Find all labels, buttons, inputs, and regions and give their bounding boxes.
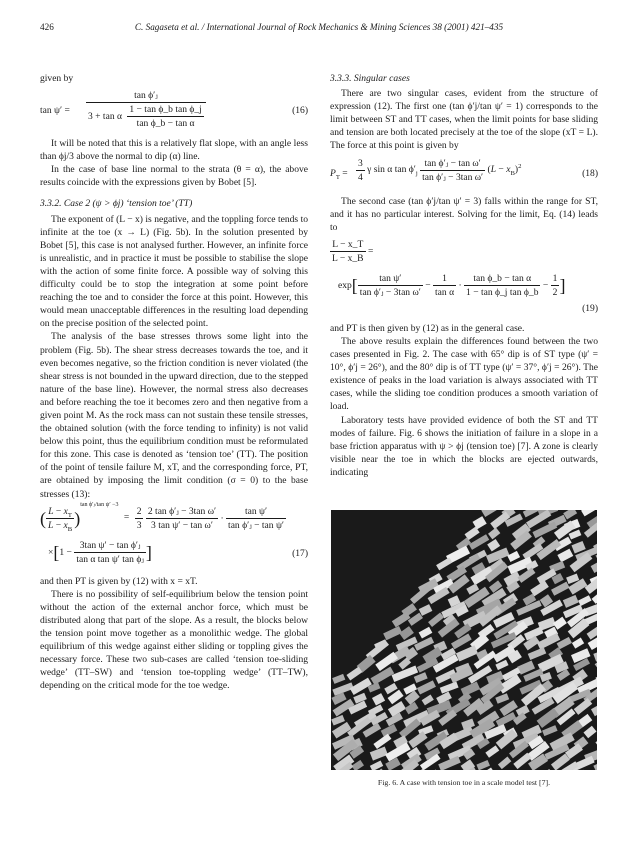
equation-number: (18)	[582, 167, 598, 179]
paragraph: The second case (tan ϕ′j/tan ψ′ = 3) falls within the range for ST, and it has no particular interest. Solving for the limit, Eq. (14) leads to	[330, 195, 598, 233]
figure-caption: Fig. 6. A case with tension toe in a scale model test [7].	[377, 778, 551, 787]
given-by-text: given by	[40, 73, 74, 84]
figure-6-photo	[331, 510, 597, 770]
equation-number: (19)	[582, 302, 598, 314]
journal-citation: C. Sagaseta et al. / International Journal of Rock Mechanics & Mining Sciences 38 (2001) 421–435	[134, 22, 504, 32]
left-column	[40, 72, 308, 692]
section-heading: 3.3.2. Case 2 (ψ > ϕj) ‘tension toe’ (TT)	[40, 198, 193, 210]
paragraph: The above results explain the differences found between the two cases presented in Fig. 2. The case with 65° dip is of ST type (ψ′ = 10°, ϕ′j = 26°), and the 80° dip is of TT type (ψ′ = 37°, ϕ′j = 26°). The existence of peaks in the load variation is always associated with TT cases, while the sliding toe condition produces a smooth variation of load.	[330, 335, 598, 413]
paragraph: There is no possibility of self-equilibrium below the tension point without the action of the external anchor force, which must be distributed along that part of the slope. As a result, the blocks below the tension point move together as a monolithic wedge. The global equilibrium of this wedge against either sliding or toppling gives the necessary force. These two sub-cases are called ‘tension toe-sliding wedge’ (TT–SW) and ‘tension toe-toppling wedge’ (TT–TW), depending on the critical mode for the toe wedge.	[40, 588, 308, 692]
equation-number: (16)	[292, 105, 308, 117]
running-header	[40, 22, 598, 38]
paragraph: Laboratory tests have provided evidence of both the ST and TT modes of failure. Fig. 6 shows the initiation of failure in a slope in a base friction apparatus with ψ > ϕj (tension toe) [7]. A zone is clearly visible near the toe in which the blocks are ejected outwards, indicating	[330, 414, 598, 478]
right-column	[330, 72, 598, 479]
paragraph: The analysis of the base stresses throws some light into the problem (Fig. 5b). The shear stress decreases towards the toe, and it even becomes negative, so the friction condition is never violated (the shear stress is not bounded in the upward direction, due to the stepped nature of the base line). However, the normal stress also decreases and before reaching the toe it becomes zero and then negative from a given point M. As the rock mass can not sustain these tensile stresses, the obtained solution (with the force tending to infinity) is not valid below this point, thus the equilibrium condition must be reformulated for this zone. This case is denoted as ‘tension toe’ (TT). The position of the point of tensile failure M, xT, and the corresponding force, PT, are obtained by imposing the limit condition (σ = 0) to the base stresses (13):	[40, 331, 308, 500]
page-number: 426	[40, 22, 54, 32]
paragraph: and then PT is given by (12) with x = xT.	[40, 575, 198, 587]
paragraph: In the case of base line normal to the strata (θ = α), the above results coincide with the expressions given by Bobet [5].	[40, 164, 308, 189]
equation-19: $\frac{L - x\_T}{L - x\_B}$ = exp[ $\frac{\text{tan ψ′}}{\text{tan ϕ′ⱼ − 3tan ω′}}$ − $\frac{1}{\text{tan α}}$ · $\frac{\text{tan ϕ\_b − tan α}}{\text{1 − tan ϕ\_j tan ϕ\_b}}$ − $\frac{1}{2}$ ] (19)	[332, 238, 598, 314]
paragraph: and PT is then given by (12) as in the general case.	[330, 322, 525, 334]
equation-18: $P_T$ = $\frac{3}{4}$ γ sin α $\tan \phi'_j$ $\frac{\text{tan ϕ′ⱼ − tan ω′}}{\text{tan ϕ′ⱼ − 3tan ω′}}$ $(L - x_B)^2$ (18)	[330, 157, 598, 183]
paragraph: There are two singular cases, evident from the structure of expression (12). The first one (tan ϕ′j/tan ψ′ = 1) corresponds to the limit between ST and TT cases, when the limit points for base sliding and tension are both located precisely at the toe of the slope (xT = L). The force at this point is given by	[330, 88, 598, 152]
equation-number: (17)	[292, 547, 308, 559]
equation-17: ( $\frac{L - x_T}{L - x_B}$ )$^{tan \phi'ⱼ/tan \psi' -3}$ = $\frac{2}{3}$ $\frac{\text{2 tan ϕ′ⱼ − 3tan ω′}}{\text{3 tan ψ′ − tan ω′}}$ · $\frac{\text{tan ψ′}}{\text{tan ϕ′ⱼ − tan ψ′}}$ ×[1 − $\frac{\text{3tan ψ′ − tan ϕ′ⱼ}}{\text{tan α tan ψ′ tan ϕⱼ}}$ ] (17)	[40, 502, 308, 565]
paragraph: It will be noted that this is a relatively flat slope, with an angle less than ϕj/3 above the normal to dip (α) line.	[40, 138, 308, 163]
paragraph: The exponent of (L − x) is negative, and the toppling force tends to infinite at the toe (x → L) (Fig. 5b). In the solution presented by Bobet [5], this case is not analysed further. However, an infinite force is unrealistic, and in practice it must be possible to stabilise the slope with the action of some finite force. A possible way of solving this difficulty could be to stop the integration at some point before reaching the toe and to consider the force at this point. However, this would mean unacceptable differences in the resulting load depending on the precise position of the selected point.	[40, 213, 308, 330]
section-heading: 3.3.3. Singular cases	[330, 73, 410, 84]
model-test-photo	[331, 510, 597, 770]
equation-16: tan ψ′ = tan ϕ′ⱼ 3 + tan α $\frac{\text{1 − tan ϕ\_b tan ϕ\_j}}{\text{tan ϕ\_b − tan α}}$ (16)	[40, 90, 308, 130]
